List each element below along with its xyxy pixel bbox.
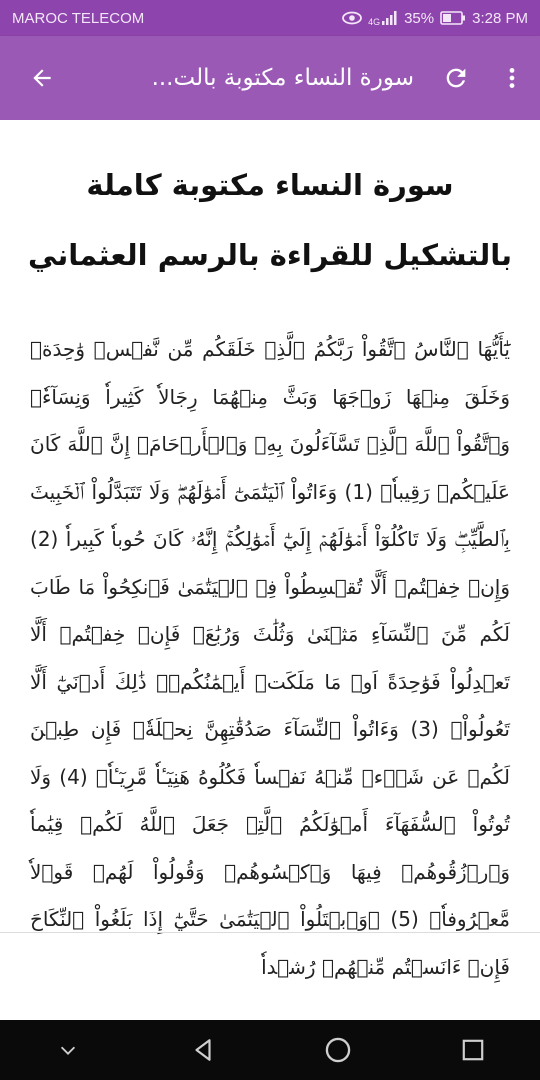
nav-collapse-button[interactable] [33,1020,103,1080]
refresh-button[interactable] [428,36,484,120]
triangle-back-icon [190,1037,216,1063]
eye-comfort-icon [342,11,362,25]
clock: 3:28 PM [472,9,528,27]
network-type: 4G [368,17,381,27]
app-bar [0,36,540,120]
content-divider [0,932,540,933]
carrier-name: MAROC TELECOM [12,9,145,27]
status-indicators [342,9,528,27]
system-nav-bar [0,1020,540,1080]
back-button[interactable] [0,36,84,120]
battery-icon [440,11,466,25]
circle-home-icon [324,1036,352,1064]
nav-home-button[interactable] [303,1020,373,1080]
overflow-menu-button[interactable] [484,36,540,120]
more-vert-icon [499,65,525,91]
signal-icon [382,11,398,25]
article-content[interactable] [0,120,540,979]
square-recent-icon [460,1037,486,1063]
nav-back-button[interactable] [168,1020,238,1080]
chevron-down-icon [57,1039,79,1061]
page-title: سورة النساء مكتوبة بالت... [151,65,414,91]
battery-percent: 35% [404,9,435,27]
status-bar [0,0,540,36]
arrow-back-icon [29,65,55,91]
surah-text: يَٰٓأَيُّهَا ٱلنَّاسُ ٱتَّقُواْ رَبَّكُمُ ٱلَّذِے خَلَقَكُم مِّن نَّفۡسٖ وَٰحِدَةٖ وَخَلَقَ مِنۡهَا زَوۡجَهَا وَبَثَّ مِنۡهُمَا رِجَالاٗ كَثِيراٗ وَنِسَآءٗۚ وَٱتَّقُواْ ٱللَّهَ ٱلَّذِے تَسَّآءَلُونَ بِهِۦ وَٱلۡأَرۡحَامَۚ إِنَّ ٱللَّهَ كَانَ عَلَيۡكُمۡ رَقِيباٗۖ (1) وَءَاتُواْ ٱلۡيَتَٰمَىٰٓ أَمۡوَٰلَهُمۡۖ وَلَا تَتَبَدَّلُواْ ٱلۡخَبِيثَ بِٱلطَّيِّبِۖ وَلَا تَاكُلُوٓاْ أَمۡوَٰلَهُمۡ إِلَيٰٓ أَمۡوَٰلِكُمۡۚ إِنَّهُۥ كَانَ حُوباٗ كَبِيراٗ (2) وَإِنۡ خِفۡتُمۡ أَلَّا تُقۡسِطُواْ فِے ٱلۡيَتَٰمَىٰ فَٱنكِحُواْ مَا طَابَ لَكُم مِّنَ ٱلنِّسَآءِ مَثۡنَىٰ وَثُلَٰثَ وَرُبَٰعَۖ فَإِنۡ خِفۡتُمۡ أَلَّا تَعۡدِلُواْ فَوَٰحِدَةً اَوۡ مَا مَلَكَتۡ أَيۡمَٰنُكُمۡۚ ذَٰلِكَ أَدۡنَيٰٓ أَلَّا تَعُولُواْۖ (3) وَءَاتُواْ ٱلنِّسَآءَ صَدُقَٰتِهِنَّ نِحۡلَةٗۖ فَإِن طِبۡنَ لَكُمۡ عَن شَےۡءٖ مِّنۡهُ نَفۡساٗ فَكُلُوهُ هَنِيٓـٔاٗ مَّرِيٓـٔاٗۖ (4) وَلَا تُوتُواْ ٱلسُّفَهَآءَ أَمۡوَٰلَكُمُ ٱلَّتِے جَعَلَ ٱللَّهُ لَكُمۡ قِيَٰماٗ وَٱرۡزُقُوهُمۡ فِيهَا وَٱكۡسُوهُمۡ وَقُولُواْ لَهُمۡ قَوۡلاٗ مَّعۡرُوفاٗۖ (5) ۞وَٱبۡتَلُواْ ٱلۡيَتَٰمَىٰ حَتَّيٰٓ إِذَا بَلَغُواْ ٱلنِّكَاحَ فَإِنۡ ءَانَسۡتُم مِّنۡهُمۡ رُشۡداٗ [30,337,510,979]
article-heading: سورة النساء مكتوبة كاملة بالتشكيل للقراءة بالرسم العثماني [28,168,512,272]
nav-recent-button[interactable] [438,1020,508,1080]
refresh-icon [442,64,470,92]
